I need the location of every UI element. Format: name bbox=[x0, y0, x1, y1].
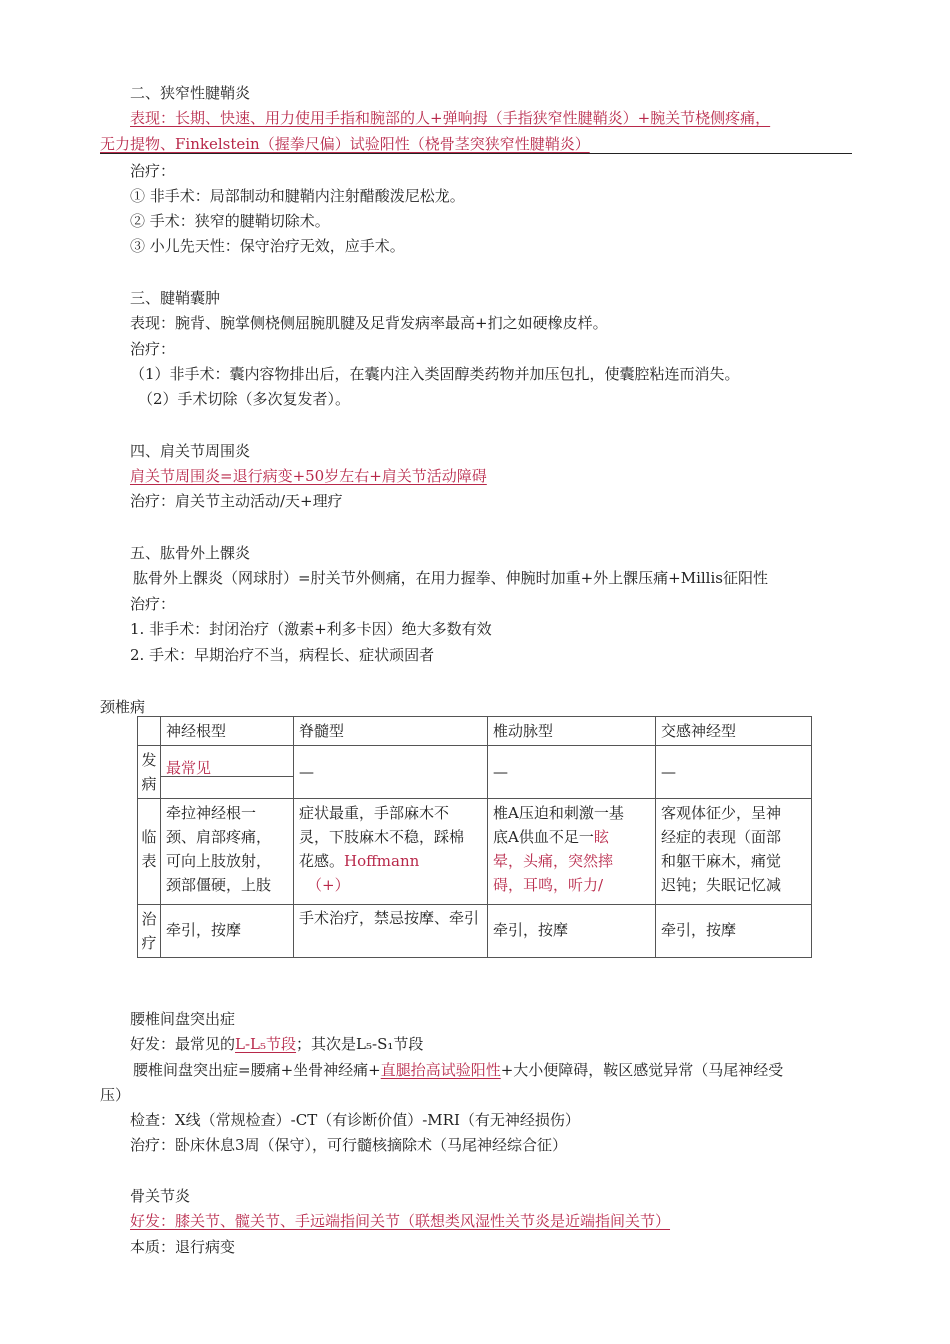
table-cell bbox=[488, 746, 656, 799]
cell-line: 客观体征少，呈神 bbox=[661, 804, 782, 822]
treatment-label: 治疗： bbox=[130, 340, 176, 358]
table-cell bbox=[294, 905, 488, 958]
treatment-label: 治疗： bbox=[130, 595, 176, 613]
table-cell bbox=[161, 905, 294, 958]
cell-highlight: （+） bbox=[307, 876, 350, 894]
row-label bbox=[138, 905, 161, 958]
definition-line-2: 压） bbox=[100, 1086, 131, 1104]
cell-line: 颈、肩部疼痛， bbox=[166, 828, 272, 846]
cell-line: 和躯干麻木，痛觉 bbox=[661, 852, 782, 870]
cell-text: — bbox=[493, 763, 508, 781]
cell-text: 牵引，按摩 bbox=[166, 921, 242, 939]
cell-line: 灵，下肢麻木不稳，踩棉 bbox=[299, 828, 465, 846]
cervical-table bbox=[137, 716, 812, 958]
cell-text: — bbox=[299, 763, 314, 781]
row-label bbox=[138, 799, 161, 905]
treatment-label: 治疗： bbox=[130, 162, 176, 180]
list-item: ② 手术：狭窄的腱鞘切除术。 bbox=[130, 212, 330, 230]
text-span: ；其次是L₅-S₁节段 bbox=[296, 1035, 424, 1053]
nature-line: 本质：退行病变 bbox=[130, 1238, 236, 1256]
row-label-char: 病 bbox=[141, 775, 157, 793]
heading-osteoarthritis: 骨关节炎 bbox=[130, 1187, 191, 1205]
table-corner-cell bbox=[138, 717, 161, 746]
treatment-line: 治疗：卧床休息3周（保守），可行髓核摘除术（马尾神经综合征） bbox=[130, 1136, 568, 1154]
symptom-line: 表现：腕背、腕掌侧桡侧屈腕肌腱及足背发病率最高+扪之如硬橡皮样。 bbox=[130, 314, 608, 332]
heading-cervical-spondylosis: 颈椎病 bbox=[100, 698, 146, 716]
cell-line: 底A供血不足一 bbox=[493, 828, 594, 846]
text-span: 好发：最常见的 bbox=[130, 1035, 236, 1053]
text-span: 腰椎间盘突出症=腰痛+坐骨神经痛+ bbox=[133, 1061, 381, 1079]
key-point: 肩关节周围炎=退行病变+50岁左右+肩关节活动障碍 bbox=[130, 467, 487, 485]
table-cell bbox=[294, 799, 488, 905]
definition-line: 肱骨外上髁炎（网球肘）=肘关节外侧痛，在用力握拳、伸腕时加重+外上髁压痛+Millis征阳性 bbox=[133, 569, 768, 587]
cell-line: 花感。 bbox=[299, 852, 345, 870]
cell-line: 迟钝；失眠记忆减 bbox=[661, 876, 782, 894]
table-header-row bbox=[138, 717, 812, 746]
heading-ganglion-cyst: 三、腱鞘囊肿 bbox=[130, 289, 221, 307]
cell-line: 可向上肢放射， bbox=[166, 852, 272, 870]
row-label-char: 表 bbox=[141, 852, 157, 870]
predilection-line bbox=[130, 1034, 423, 1054]
symptom-line-1: 表现：长期、快速、用力使用手指和腕部的人+弹响拇（手指狭窄性腱鞘炎）+腕关节桡侧疼痛， bbox=[130, 109, 771, 127]
cell-text: 牵引，按摩 bbox=[661, 921, 737, 939]
cell-line: 经症的表现（面部 bbox=[661, 828, 782, 846]
predilection-line: 好发：膝关节、髋关节、手远端指间关节（联想类风湿性关节炎是近端指间关节） bbox=[130, 1212, 671, 1230]
cell-highlight: 最常见 bbox=[166, 759, 212, 777]
table-header: 椎动脉型 bbox=[488, 717, 656, 746]
cell-highlight: 眩 bbox=[593, 828, 609, 846]
highlight-span: L-L₅节段 bbox=[235, 1035, 297, 1053]
row-label-char: 疗 bbox=[141, 934, 157, 952]
table-row bbox=[138, 905, 812, 958]
row-label-char: 治 bbox=[141, 910, 157, 928]
table-cell bbox=[656, 799, 812, 905]
heading-frozen-shoulder: 四、肩关节周围炎 bbox=[130, 442, 251, 460]
table-cell bbox=[656, 905, 812, 958]
cell-highlight: 晕，头痛，突然摔 bbox=[493, 852, 614, 870]
row-label-char: 发 bbox=[141, 751, 157, 769]
table-header: 神经根型 bbox=[161, 717, 294, 746]
text-span: +大小便障碍，鞍区感觉异常（马尾神经受 bbox=[500, 1061, 784, 1079]
cell-text: 牵引，按摩 bbox=[493, 921, 569, 939]
highlight-span: 直腿抬高试验阳性 bbox=[380, 1061, 501, 1079]
definition-line bbox=[133, 1060, 783, 1080]
row-label-char: 临 bbox=[141, 828, 157, 846]
cell-highlight: Hoffmann bbox=[344, 852, 420, 870]
list-item: （1）非手术：囊内容物排出后，在囊内注入类固醇类药物并加压包扎，使囊腔粘连而消失。 bbox=[130, 365, 740, 383]
list-item: ① 非手术：局部制动和腱鞘内注射醋酸泼尼松龙。 bbox=[130, 187, 465, 205]
row-label bbox=[138, 746, 161, 799]
list-item: （2）手术切除（多次复发者）。 bbox=[138, 390, 351, 408]
cell-line: 症状最重，手部麻木不 bbox=[299, 804, 450, 822]
exam-line: 检查：X线（常规检查）-CT（有诊断价值）-MRI（有无神经损伤） bbox=[130, 1111, 580, 1129]
symptom-line-2: 无力提物、Finkelstein（握拳尺偏）试验阳性（桡骨茎突狭窄性腱鞘炎） bbox=[100, 135, 590, 153]
heading-tenosynovitis: 二、狭窄性腱鞘炎 bbox=[130, 84, 251, 102]
table-cell bbox=[161, 799, 294, 905]
table-header: 脊髓型 bbox=[294, 717, 488, 746]
cell-text: 手术治疗，禁忌按摩、牵引 bbox=[299, 909, 480, 927]
table-row bbox=[138, 799, 812, 905]
cell-line: 颈部僵硬，上肢 bbox=[166, 876, 272, 894]
cell-text: — bbox=[661, 763, 676, 781]
table-cell bbox=[656, 746, 812, 799]
list-item: 2. 手术：早期治疗不当，病程长、症状顽固者 bbox=[130, 646, 435, 664]
treatment-line: 治疗：肩关节主动活动/天+理疗 bbox=[130, 492, 343, 510]
list-item: ③ 小儿先天性：保守治疗无效，应手术。 bbox=[130, 237, 405, 255]
heading-lumbar-disc: 腰椎间盘突出症 bbox=[130, 1010, 236, 1028]
table-row bbox=[138, 746, 812, 799]
list-item: 1. 非手术：封闭治疗（激素+利多卡因）绝大多数有效 bbox=[130, 620, 492, 638]
table-cell bbox=[488, 799, 656, 905]
heading-tennis-elbow: 五、肱骨外上髁炎 bbox=[130, 544, 251, 562]
table-cell bbox=[161, 746, 294, 799]
cell-line: 椎A压迫和刺激一基 bbox=[493, 804, 624, 822]
divider-rule bbox=[100, 153, 852, 154]
table-header: 交感神经型 bbox=[656, 717, 812, 746]
cell-line: 牵拉神经根一 bbox=[166, 804, 257, 822]
table-cell bbox=[294, 746, 488, 799]
cell-highlight: 碍，耳鸣，听力/ bbox=[493, 876, 604, 894]
table-cell bbox=[488, 905, 656, 958]
